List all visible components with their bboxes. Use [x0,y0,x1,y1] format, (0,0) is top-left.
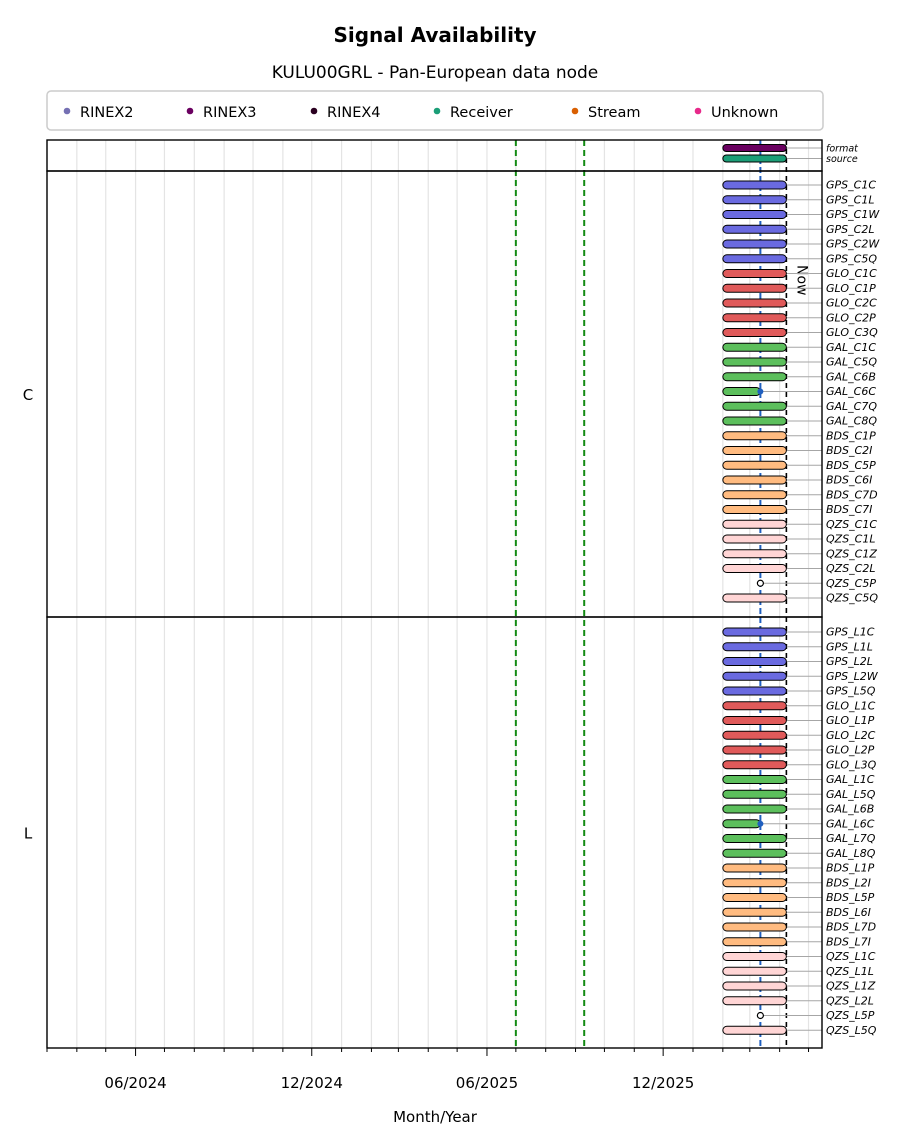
chart-title: Signal Availability [333,23,537,47]
availability-bar [723,731,787,739]
availability-bar [723,329,787,337]
signal-label: source [826,154,858,165]
availability-bar [723,643,787,651]
availability-bar [723,145,787,152]
availability-bar [723,982,787,990]
signal-label: QZS_L1Z [826,979,876,993]
availability-bar [723,1026,787,1034]
signal-label: GAL_C7Q [826,399,878,413]
legend-label: Stream [588,105,641,121]
availability-bar [723,967,787,975]
availability-bar [723,864,787,872]
availability-bar [723,506,787,514]
availability-bar [723,594,787,602]
signal-label: GAL_C5Q [826,355,878,369]
legend-label: RINEX2 [80,105,134,121]
signal-label: GLO_L3Q [826,758,877,772]
availability-bar [723,447,787,455]
availability-bar [723,702,787,710]
x-tick-label: 12/2025 [631,1074,695,1092]
signal-label: BDS_C7I [826,503,873,516]
availability-bar [723,476,787,484]
legend-marker [187,108,194,115]
signal-label: GAL_C6C [826,385,877,398]
availability-bar [723,155,787,162]
signal-label: GPS_C2W [826,237,880,251]
legend-label: Unknown [711,105,779,121]
availability-bar [723,790,787,798]
signal-label: GPS_C2L [826,222,875,236]
legend-label: RINEX3 [203,105,257,121]
availability-bar [723,358,787,366]
availability-bar [723,997,787,1005]
availability-bar [723,520,787,528]
availability-bar [723,299,787,307]
signal-label: GPS_L2L [826,655,873,668]
legend [47,91,823,130]
signal-label: BDS_L2I [826,876,871,890]
availability-bar [723,717,787,725]
legend-label: RINEX4 [327,105,381,121]
availability-bar [723,196,787,204]
availability-bar [723,373,787,381]
signal-label: BDS_L7D [826,920,877,934]
signal-label: BDS_L5P [826,891,875,904]
x-tick-label: 06/2024 [104,1074,167,1092]
availability-bar [723,181,787,189]
signal-label: GPS_L1L [826,640,873,654]
availability-bar [723,835,787,843]
signal-label: GPS_L2W [826,669,878,683]
availability-bar [723,628,787,636]
signal-label: GLO_L2C [826,728,876,742]
availability-bar [723,805,787,813]
signal-label: GPS_C1C [826,178,876,192]
availability-bar [723,687,787,695]
signal-label: BDS_L6I [826,905,871,919]
availability-bar [723,894,787,902]
availability-bar [723,672,787,680]
availability-bar [723,314,787,322]
availability-bar [723,658,787,666]
signal-label: GAL_L5Q [826,787,876,801]
signal-label: GAL_C6B [826,370,876,384]
signal-label: GAL_L6C [826,817,875,831]
signal-label: GAL_C8Q [826,414,878,428]
signal-label: BDS_L1P [826,861,875,875]
panel-label: C [22,386,34,404]
availability-bar [723,461,787,469]
availability-bar [723,432,787,440]
availability-bar [723,535,787,543]
signal-label: GPS_L1C [826,625,875,639]
availability-bar [723,284,787,292]
signal-label: QZS_C5Q [826,591,879,605]
signal-label: QZS_L1C [826,950,876,963]
availability-bar [723,417,787,425]
availability-bar [723,879,787,887]
legend-marker [572,108,579,115]
legend-marker [311,108,318,115]
signal-label: GLO_C2P [826,311,876,325]
signal-label: BDS_C6I [826,473,873,487]
chart-subtitle: KULU00GRL - Pan-European data node [271,63,599,83]
availability-bar [723,402,787,410]
x-tick-label: 06/2025 [455,1074,519,1092]
signal-label: GAL_L1C [826,773,875,786]
availability-bar [723,255,787,263]
signal-label: GAL_L6B [826,802,875,816]
now-label: Now [793,265,810,296]
signal-label: GAL_L8Q [826,846,876,860]
availability-bar [723,820,761,828]
availability-bar [723,849,787,857]
availability-bar [723,908,787,916]
signal-label: GLO_C2C [826,296,877,310]
legend-marker [695,108,702,115]
signal-label: BDS_C5P [826,458,876,472]
availability-bar [723,388,761,396]
availability-bar [723,746,787,754]
panel-label: L [23,824,33,843]
availability-bar [723,270,787,278]
availability-end-point [757,821,763,827]
legend-label: Receiver [450,105,513,121]
signal-label: format [826,143,858,155]
signal-label: GLO_C1C [826,267,877,280]
signal-label: QZS_C2L [826,562,876,575]
signal-label: GPS_L5Q [826,684,876,698]
x-axis-label: Month/Year [393,1108,477,1126]
signal-label: QZS_L5Q [826,1023,877,1037]
availability-bar [723,923,787,931]
signal-label: QZS_C1Z [826,547,877,561]
signal-label: GPS_C1L [826,193,875,207]
signal-label: GPS_C1W [826,208,880,221]
signal-label: QZS_L2L [826,994,874,1008]
availability-bar [723,953,787,961]
signal-label: GLO_L1P [826,714,875,727]
availability-bar [723,225,787,233]
availability-bar [723,491,787,499]
signal-label: GLO_C1P [826,281,876,295]
signal-label: BDS_C2I [826,444,873,457]
signal-label: QZS_L1L [826,964,874,978]
legend-marker [434,108,441,115]
availability-bar [723,211,787,219]
signal-label: GLO_L1C [826,699,876,713]
availability-bar [723,343,787,351]
x-tick-label: 12/2024 [280,1074,343,1092]
availability-bar [723,550,787,558]
signal-label: QZS_C1L [826,532,876,546]
availability-bar [723,565,787,573]
signal-label: BDS_C1P [826,429,876,443]
signal-label: GLO_C3Q [826,326,878,339]
availability-bar [723,761,787,769]
signal-label: GPS_C5Q [826,252,877,266]
signal-label: GAL_L7Q [826,832,876,845]
availability-bar [723,240,787,248]
signal-label: GLO_L2P [826,743,875,757]
signal-label: QZS_C1C [826,517,878,531]
signal-label: BDS_L7I [826,935,871,949]
signal-label: QZS_L5P [826,1009,875,1022]
availability-bar [723,776,787,784]
availability-end-point [757,389,763,395]
legend-marker [64,108,71,115]
availability-point [757,1013,763,1019]
signal-label: GAL_C1C [826,340,877,354]
signal-label: QZS_C5P [826,576,876,590]
availability-point [757,580,763,586]
availability-bar [723,938,787,946]
signal-label: BDS_C7D [826,488,878,502]
